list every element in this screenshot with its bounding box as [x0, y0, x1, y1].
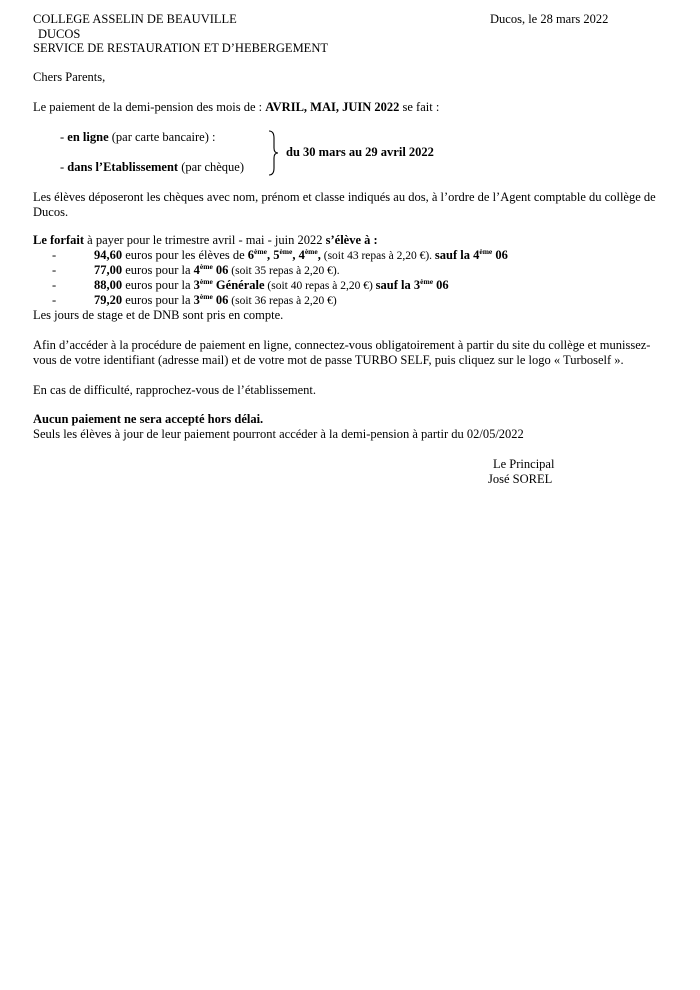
forfait-exception — [435, 248, 508, 262]
class-end: 06 — [212, 263, 229, 277]
forfait-item-text: euros pour les élèves de — [122, 248, 248, 262]
class-sup: ème — [199, 277, 213, 286]
class-end: 06 — [212, 293, 229, 307]
exception-text: sauf la 3 — [375, 278, 421, 292]
payment-method-school: - dans l’Etablissement (par chèque) — [60, 160, 245, 174]
payment-method-online: - en ligne (par carte bancaire) : — [60, 130, 216, 144]
intro-suffix: se fait : — [399, 100, 440, 114]
forfait-class — [194, 263, 229, 277]
greeting: Chers Parents, — [33, 70, 106, 84]
forfait-item-detail: (soit 43 repas à 2,20 €). — [320, 250, 435, 262]
signature-title: Le Principal — [493, 457, 555, 471]
exception-text: sauf la 4 — [434, 248, 480, 262]
intro-line — [33, 100, 439, 115]
bullet: - — [52, 248, 57, 262]
forfait-class — [194, 293, 229, 307]
forfait-amount: 94,60 — [94, 248, 123, 262]
forfait-note: Les jours de stage et de DNB sont pris en compte. — [33, 308, 284, 322]
class-end: Générale — [212, 278, 265, 292]
forfait-amount: 77,00 — [94, 263, 123, 277]
forfait-item-detail: (soit 35 repas à 2,20 €). — [228, 265, 340, 277]
forfait-item-text: euros pour la — [122, 263, 194, 277]
forfait-item-text: euros pour la — [122, 278, 194, 292]
forfait-text: à payer pour le trimestre avril - mai - juin 2022 — [84, 233, 326, 247]
service-name: SERVICE DE RESTAURATION ET D’HEBERGEMENT — [33, 41, 328, 55]
forfait-intro — [33, 233, 378, 248]
class-sup: ème — [479, 247, 493, 256]
signature-name: José SOREL — [488, 472, 553, 486]
list-item — [52, 278, 449, 294]
forfait-classes — [248, 248, 321, 262]
payment-method-online-label: en ligne — [67, 130, 109, 144]
class-sup: ème — [199, 292, 213, 301]
bullet: - — [52, 278, 57, 292]
brace-icon — [268, 130, 278, 176]
class-6: 6 — [247, 248, 255, 262]
class-num: 3 — [193, 293, 200, 307]
school-town: DUCOS — [38, 27, 81, 41]
forfait-item-text: euros pour la — [122, 293, 194, 307]
forfait-amount: 88,00 — [94, 278, 123, 292]
deadline-warning: Aucun paiement ne sera accepté hors délai. — [33, 412, 264, 426]
class-sup: ème — [279, 247, 293, 256]
payment-method-online-detail: (par carte bancaire) : — [108, 130, 216, 144]
forfait-class — [194, 278, 265, 292]
exception-end: 06 — [433, 278, 449, 292]
school-name: COLLEGE ASSELIN DE BEAUVILLE — [33, 12, 237, 26]
forfait-amount: 79,20 — [94, 293, 123, 307]
payment-method-school-detail: (par chèque) — [178, 160, 245, 174]
list-item — [52, 293, 337, 309]
class-sup: ème — [199, 262, 213, 271]
forfait-exception — [376, 278, 449, 292]
list-item — [52, 263, 340, 279]
exception-end: 06 — [492, 248, 508, 262]
class-4: , 4 — [292, 248, 305, 262]
intro-text: Le paiement de la demi-pension des mois de : — [33, 100, 266, 114]
intro-months: AVRIL, MAI, JUIN 2022 — [265, 100, 400, 114]
class-num: 3 — [193, 278, 200, 292]
list-item — [52, 248, 508, 264]
bullet: - — [52, 263, 57, 277]
difficulty-note: En cas de difficulté, rapprochez-vous de l’établissement. — [33, 383, 316, 397]
forfait-item-detail: (soit 36 repas à 2,20 €) — [228, 295, 337, 307]
letter-date: Ducos, le 28 mars 2022 — [490, 12, 609, 26]
class-num: 4 — [193, 263, 200, 277]
forfait-label: Le forfait — [33, 233, 85, 247]
class-sup: ème — [304, 247, 318, 256]
cheque-instruction: Les élèves déposeront les chèques avec nom, prénom et classe indiqués au dos, à l’ordre de l’Agent comptable du collège de Ducos. — [33, 190, 656, 219]
class-5: , 5 — [266, 248, 280, 262]
online-procedure: Afin d’accéder à la procédure de paiement en ligne, connectez-vous obligatoirement à partir du site du collège et munissez-vous de votre identifiant (adresse mail) et de votre mot de passe TURBO SELF, puis cliquez sur le logo « Turboself ». — [33, 338, 651, 367]
payment-method-school-label: dans l’Etablissement — [67, 160, 179, 174]
forfait-item-detail: (soit 40 repas à 2,20 €) — [264, 280, 376, 292]
bullet: - — [52, 293, 57, 307]
class-sup: ème — [420, 277, 434, 286]
class-sup: ème — [254, 247, 267, 256]
class-sep: , — [317, 248, 321, 262]
payment-period: du 30 mars au 29 avril 2022 — [286, 145, 434, 159]
access-note: Seuls les élèves à jour de leur paiement pourront accéder à la demi-pension à partir du 02/05/2022 — [33, 427, 524, 441]
forfait-amount-label: s’élève à : — [325, 233, 378, 247]
